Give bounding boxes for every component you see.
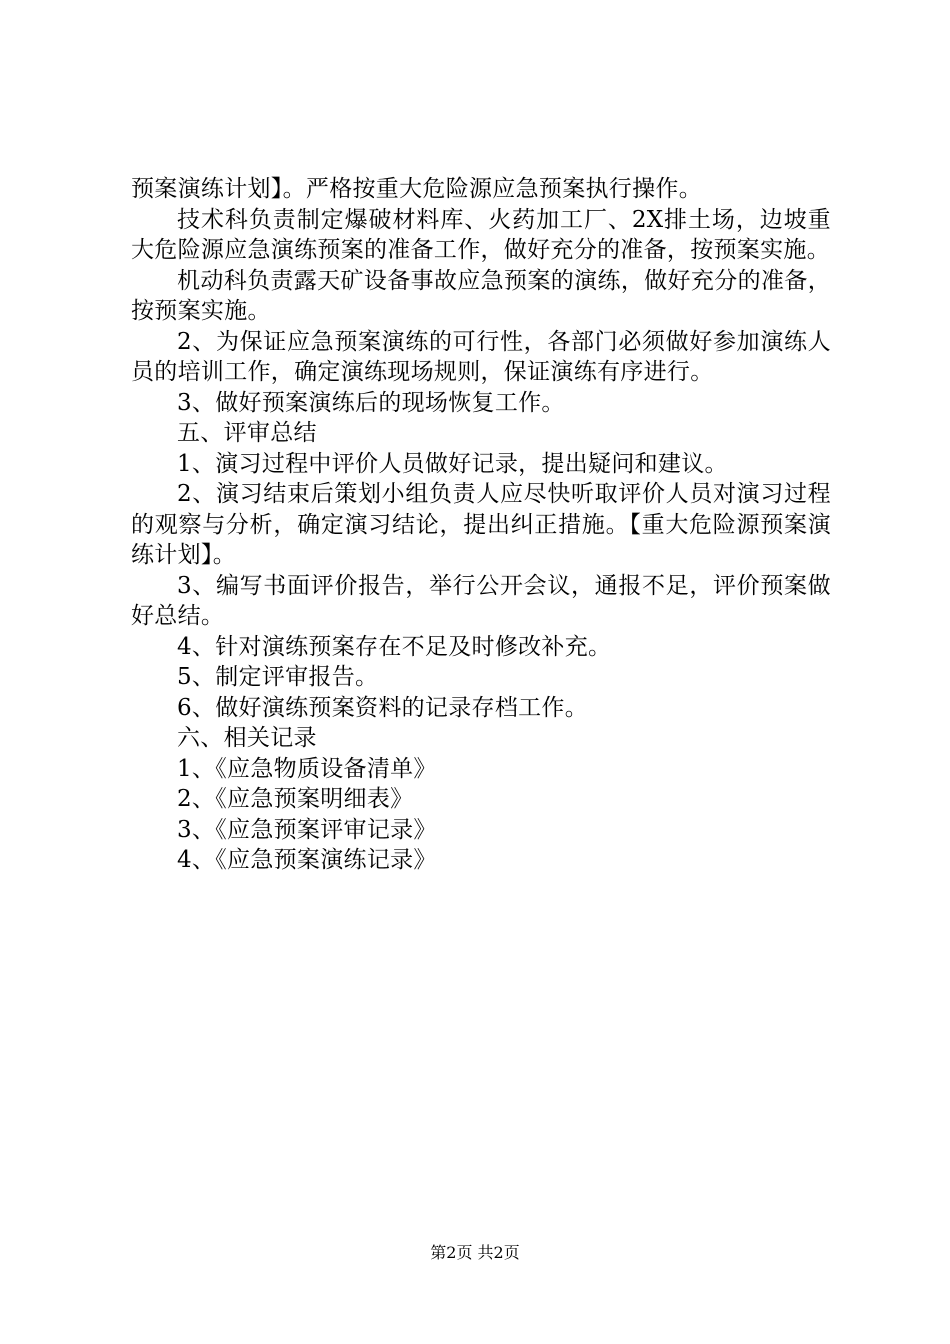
paragraph-4: 2、为保证应急预案演练的可行性，各部门必须做好参加演练人员的培训工作，确定演练现场规则，保证演练有序进行。	[131, 328, 831, 385]
paragraph-12: 6、做好演练预案资料的记录存档工作。	[177, 694, 589, 721]
paragraph-5: 3、做好预案演练后的现场恢复工作。	[177, 389, 565, 416]
paragraph-9: 3、编写书面评价报告，举行公开会议，通报不足，评价预案做好总结。	[131, 572, 831, 629]
paragraph-1: 预案演练计划】。严格按重大危险源应急预案执行操作。	[131, 176, 702, 202]
paragraph-7: 1、演习过程中评价人员做好记录，提出疑问和建议。	[177, 450, 728, 477]
paragraph-11: 5、制定评审报告。	[177, 664, 379, 690]
record-item-3: 3、《应急预案评审记录》	[177, 816, 437, 843]
section-heading-related-records: 六、相关记录	[177, 725, 317, 751]
record-item-1: 1、《应急物质设备清单》	[177, 755, 437, 782]
page-number-footer: 第2页 共2页	[430, 1243, 520, 1262]
record-item-4: 4、《应急预案演练记录》	[177, 847, 437, 873]
paragraph-3: 机动科负责露天矿设备事故应急预案的演练，做好充分的准备，按预案实施。	[131, 267, 831, 324]
record-item-2: 2、《应急预案明细表》	[177, 786, 414, 812]
paragraph-10: 4、针对演练预案存在不足及时修改补充。	[177, 633, 612, 660]
document-body	[131, 174, 831, 876]
paragraph-8: 2、演习结束后策划小组负责人应尽快听取评价人员对演习过程的观察与分析，确定演习结论，提出纠正措施。【重大危险源预案演练计划】。	[131, 481, 831, 568]
section-heading-review-summary: 五、评审总结	[177, 420, 317, 446]
paragraph-2: 技术科负责制定爆破材料库、火药加工厂、2X排土场，边坡重大危险源应急演练预案的准备工作，做好充分的准备，按预案实施。	[131, 206, 831, 263]
